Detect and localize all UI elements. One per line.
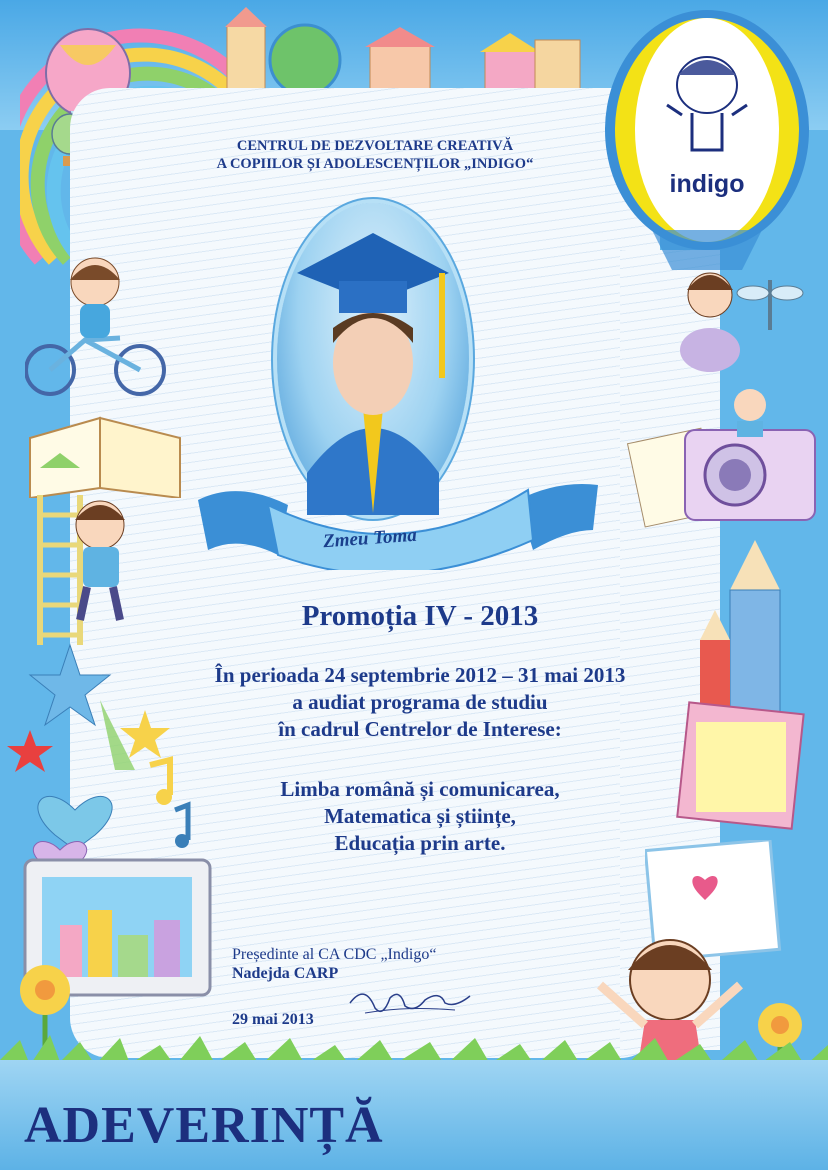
- body-line-1: În perioada 24 septembrie 2012 – 31 mai 2013: [214, 663, 626, 687]
- student-name: Zmeu Toma: [322, 524, 418, 553]
- signatory-name: Nadejda CARP: [232, 965, 339, 982]
- document-title: ADEVERINȚĂ: [24, 1097, 384, 1154]
- issue-date: 29 mai 2013: [232, 1011, 314, 1028]
- girl-bicycle-icon: [25, 250, 175, 400]
- subject-item: Limba română și comunicarea,: [280, 777, 560, 801]
- handwritten-signature: [345, 978, 475, 1023]
- institution-line-2: A COPIILOR ȘI ADOLESCENȚILOR „INDIGO“: [216, 156, 534, 172]
- ladder-boy-icon: [25, 495, 145, 645]
- camera-icon: [625, 375, 825, 535]
- signatory-title: Președinte al CA CDC „Indigo“: [232, 946, 437, 963]
- name-ribbon: [198, 460, 598, 570]
- open-book-icon: [20, 398, 190, 498]
- subjects-list: [170, 776, 670, 857]
- certificate-body: [120, 662, 720, 743]
- body-line-2: a audiat programa de studiu: [292, 690, 548, 714]
- subject-item: Matematica și științe,: [324, 804, 516, 828]
- body-line-3: în cadrul Centrelor de Interese:: [278, 717, 562, 741]
- promotion-title: Promoția IV - 2013: [301, 600, 539, 632]
- subject-item: Educația prin arte.: [334, 831, 506, 855]
- institution-header: [160, 137, 590, 173]
- institution-line-1: CENTRUL DE DEZVOLTARE CREATIVĂ: [236, 138, 514, 154]
- heart-icon: [25, 760, 125, 870]
- dragonfly-icon: [735, 275, 805, 335]
- indigo-logo-text: indigo: [669, 170, 745, 198]
